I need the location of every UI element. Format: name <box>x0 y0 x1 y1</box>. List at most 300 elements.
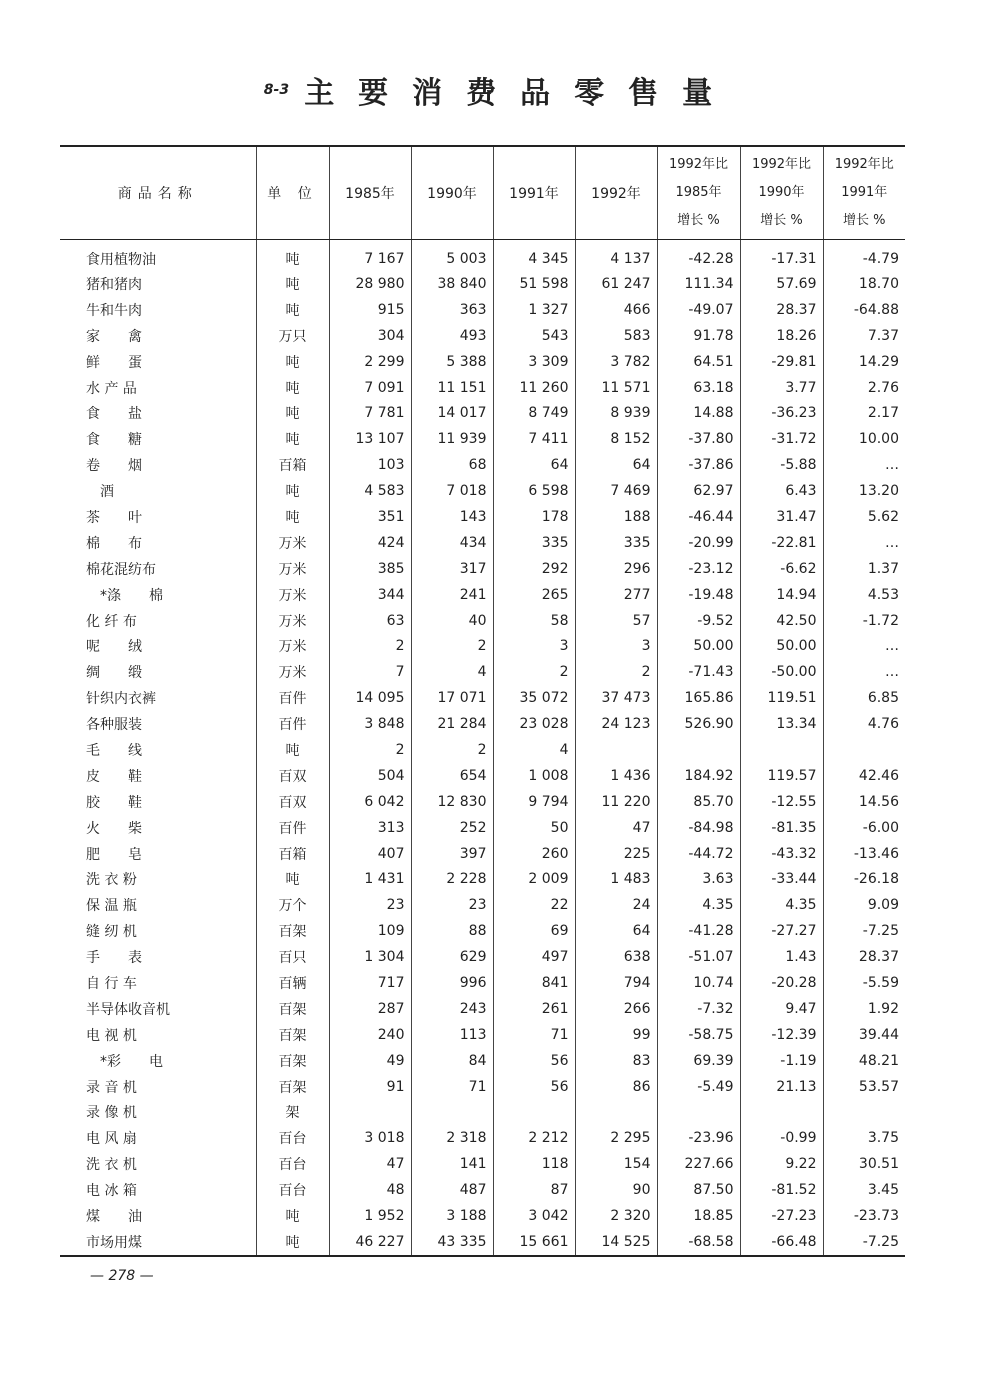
value-1990: 2 228 <box>411 866 493 892</box>
value-1985: 304 <box>329 323 411 349</box>
unit: 吨 <box>256 1203 329 1229</box>
growth-vs-1991: 13.20 <box>858 483 899 500</box>
growth-vs-1985: 50.00 <box>657 633 740 659</box>
growth-vs-1985: -68.58 <box>657 1229 740 1256</box>
value-1985: 1 304 <box>329 944 411 970</box>
growth-vs-1990 <box>740 1100 823 1126</box>
value-1990: 17 071 <box>411 685 493 711</box>
value-1992: 11 220 <box>575 789 657 815</box>
item-name: 食 盐 <box>60 400 256 426</box>
growth-vs-1985: -5.49 <box>657 1074 740 1100</box>
growth-vs-1991: -7.25 <box>823 1229 905 1256</box>
page-number: — 278 — <box>90 1268 154 1284</box>
value-1991: 9 794 <box>493 789 575 815</box>
header-unit: 单 位 <box>256 146 329 240</box>
value-1990: 141 <box>411 1151 493 1177</box>
growth-vs-1985: -37.80 <box>657 426 740 452</box>
unit: 万米 <box>256 633 329 659</box>
table-row <box>60 582 905 608</box>
item-name: 洗 衣 机 <box>60 1151 256 1177</box>
item-name: 缝 纫 机 <box>60 918 256 944</box>
table-row <box>60 1151 905 1177</box>
value-1990: 38 840 <box>411 271 493 297</box>
value-1991: 497 <box>493 944 575 970</box>
value-1992: 8 939 <box>575 400 657 426</box>
value-1992: 583 <box>575 323 657 349</box>
value-1985: 91 <box>329 1074 411 1100</box>
item-name: 电 视 机 <box>60 1022 256 1048</box>
value-1991: 178 <box>493 504 575 530</box>
value-1992: 64 <box>575 452 657 478</box>
value-1992: 99 <box>575 1022 657 1048</box>
value-1985: 717 <box>329 970 411 996</box>
growth-vs-1990: -81.35 <box>740 815 823 841</box>
value-1990: 493 <box>411 323 493 349</box>
unit: 百台 <box>256 1177 329 1203</box>
unit: 百架 <box>256 1074 329 1100</box>
growth-vs-1991: 1.37 <box>867 560 899 577</box>
value-1991: 2 009 <box>493 866 575 892</box>
growth-vs-1991: 48.21 <box>858 1052 899 1069</box>
value-1991: 50 <box>493 815 575 841</box>
item-name: 食用植物油 <box>60 240 256 272</box>
growth-vs-1985: 62.97 <box>657 478 740 504</box>
header-growth-1990-line2: 1990年 <box>758 185 805 200</box>
growth-vs-1990: 50.00 <box>740 633 823 659</box>
growth-vs-1991: 18.70 <box>858 275 899 292</box>
value-1990: 40 <box>411 608 493 634</box>
item-name: 卷 烟 <box>60 452 256 478</box>
growth-vs-1985: 64.51 <box>657 349 740 375</box>
value-1991: 15 661 <box>493 1229 575 1256</box>
table-row <box>60 426 905 452</box>
growth-vs-1990: 18.26 <box>740 323 823 349</box>
growth-vs-1991: … <box>885 457 899 474</box>
item-name: 棉 布 <box>60 530 256 556</box>
table-row <box>60 375 905 401</box>
value-1985: 344 <box>329 582 411 608</box>
growth-vs-1990: -27.23 <box>740 1203 823 1229</box>
item-name: 火 柴 <box>60 815 256 841</box>
table-row <box>60 1177 905 1203</box>
value-1992: 188 <box>575 504 657 530</box>
header-growth-1990-line3: 增长 % <box>760 213 803 228</box>
value-1991: 64 <box>493 452 575 478</box>
value-1985: 915 <box>329 297 411 323</box>
table-row <box>60 530 905 556</box>
value-1991: 841 <box>493 970 575 996</box>
unit: 百架 <box>256 1022 329 1048</box>
unit: 百台 <box>256 1151 329 1177</box>
value-1991: 35 072 <box>493 685 575 711</box>
table-row <box>60 504 905 530</box>
table-row <box>60 763 905 789</box>
value-1991: 56 <box>493 1048 575 1074</box>
unit: 百箱 <box>256 841 329 867</box>
unit: 万个 <box>256 892 329 918</box>
growth-vs-1991: -13.46 <box>853 845 899 862</box>
growth-vs-1990: -29.81 <box>740 349 823 375</box>
header-1992: 1992年 <box>575 146 657 240</box>
value-1990: 4 <box>411 659 493 685</box>
growth-vs-1990: 6.43 <box>740 478 823 504</box>
item-name: 肥 皂 <box>60 841 256 867</box>
value-1990: 363 <box>411 297 493 323</box>
growth-vs-1990: 42.50 <box>740 608 823 634</box>
value-1992: 266 <box>575 996 657 1022</box>
header-1985: 1985年 <box>329 146 411 240</box>
growth-vs-1985: -7.32 <box>657 996 740 1022</box>
value-1992: 2 295 <box>575 1125 657 1151</box>
item-name: 鲜 蛋 <box>60 349 256 375</box>
item-name: 保 温 瓶 <box>60 892 256 918</box>
value-1992 <box>575 737 657 763</box>
value-1985: 6 042 <box>329 789 411 815</box>
growth-vs-1990: 119.57 <box>740 763 823 789</box>
growth-vs-1991: 28.37 <box>858 949 899 966</box>
item-name: *涤 棉 <box>60 582 256 608</box>
growth-vs-1990: -66.48 <box>740 1229 823 1256</box>
header-growth-1985-line3: 增长 % <box>677 213 720 228</box>
growth-vs-1991: 14.56 <box>858 793 899 810</box>
unit: 吨 <box>256 349 329 375</box>
value-1991: 335 <box>493 530 575 556</box>
table-row <box>60 841 905 867</box>
value-1991: 3 042 <box>493 1203 575 1229</box>
growth-vs-1990: 21.13 <box>740 1074 823 1100</box>
value-1990: 71 <box>411 1074 493 1100</box>
value-1992: 466 <box>575 297 657 323</box>
unit: 吨 <box>256 1229 329 1256</box>
unit: 百台 <box>256 1125 329 1151</box>
item-name: 牛和牛肉 <box>60 297 256 323</box>
growth-vs-1985: 10.74 <box>657 970 740 996</box>
value-1985: 7 781 <box>329 400 411 426</box>
value-1992: 57 <box>575 608 657 634</box>
value-1985: 23 <box>329 892 411 918</box>
growth-vs-1985: -71.43 <box>657 659 740 685</box>
table-row <box>60 1125 905 1151</box>
item-name: *彩 电 <box>60 1048 256 1074</box>
unit: 百件 <box>256 685 329 711</box>
value-1990: 241 <box>411 582 493 608</box>
value-1990: 68 <box>411 452 493 478</box>
value-1992: 83 <box>575 1048 657 1074</box>
table-body <box>60 240 905 1256</box>
growth-vs-1990: -12.55 <box>740 789 823 815</box>
growth-vs-1990: 31.47 <box>740 504 823 530</box>
value-1992: 1 436 <box>575 763 657 789</box>
value-1990: 252 <box>411 815 493 841</box>
growth-vs-1990: 1.43 <box>740 944 823 970</box>
growth-vs-1985: 526.90 <box>657 711 740 737</box>
value-1991: 58 <box>493 608 575 634</box>
value-1991: 292 <box>493 556 575 582</box>
table-row <box>60 478 905 504</box>
value-1991: 11 260 <box>493 375 575 401</box>
header-growth-1991-line3: 增长 % <box>843 213 886 228</box>
value-1992: 14 525 <box>575 1229 657 1256</box>
value-1992: 638 <box>575 944 657 970</box>
value-1985: 2 299 <box>329 349 411 375</box>
value-1992: 296 <box>575 556 657 582</box>
header-name: 商品名称 <box>60 146 256 240</box>
growth-vs-1991: 7.37 <box>867 327 899 344</box>
growth-vs-1990: -81.52 <box>740 1177 823 1203</box>
value-1992: 3 <box>575 633 657 659</box>
growth-vs-1985: -84.98 <box>657 815 740 841</box>
unit: 百件 <box>256 815 329 841</box>
table-row <box>60 789 905 815</box>
header-row <box>60 146 905 240</box>
growth-vs-1990: 9.47 <box>740 996 823 1022</box>
unit: 吨 <box>256 478 329 504</box>
unit: 吨 <box>256 504 329 530</box>
growth-vs-1990: -0.99 <box>740 1125 823 1151</box>
growth-vs-1990: 14.94 <box>740 582 823 608</box>
growth-vs-1990: 4.35 <box>740 892 823 918</box>
growth-vs-1990: -12.39 <box>740 1022 823 1048</box>
growth-vs-1991: 3.45 <box>867 1182 899 1199</box>
growth-vs-1991: 4.53 <box>867 586 899 603</box>
growth-vs-1991: 9.09 <box>867 897 899 914</box>
growth-vs-1985: -44.72 <box>657 841 740 867</box>
growth-vs-1985: -51.07 <box>657 944 740 970</box>
unit: 吨 <box>256 297 329 323</box>
growth-vs-1985: 63.18 <box>657 375 740 401</box>
table-row <box>60 1022 905 1048</box>
value-1985 <box>329 1100 411 1126</box>
growth-vs-1990: -5.88 <box>740 452 823 478</box>
value-1990: 21 284 <box>411 711 493 737</box>
header-growth-1985-line1: 1992年比 <box>668 157 729 172</box>
value-1990: 7 018 <box>411 478 493 504</box>
value-1992: 1 483 <box>575 866 657 892</box>
item-name: 皮 鞋 <box>60 763 256 789</box>
value-1990: 317 <box>411 556 493 582</box>
value-1985: 313 <box>329 815 411 841</box>
growth-vs-1990: -31.72 <box>740 426 823 452</box>
growth-vs-1990: 28.37 <box>740 297 823 323</box>
value-1992: 2 <box>575 659 657 685</box>
unit: 万米 <box>256 608 329 634</box>
table-row <box>60 452 905 478</box>
growth-vs-1985: -41.28 <box>657 918 740 944</box>
unit: 吨 <box>256 426 329 452</box>
value-1991: 118 <box>493 1151 575 1177</box>
value-1990: 11 939 <box>411 426 493 452</box>
value-1991: 3 309 <box>493 349 575 375</box>
unit: 百架 <box>256 1048 329 1074</box>
value-1991: 543 <box>493 323 575 349</box>
table-row <box>60 349 905 375</box>
item-name: 煤 油 <box>60 1203 256 1229</box>
growth-vs-1991: 4.76 <box>867 716 899 733</box>
value-1991: 51 598 <box>493 271 575 297</box>
growth-vs-1991: 3.75 <box>867 1130 899 1147</box>
item-name: 呢 绒 <box>60 633 256 659</box>
growth-vs-1985: 165.86 <box>657 685 740 711</box>
unit: 万只 <box>256 323 329 349</box>
value-1992: 86 <box>575 1074 657 1100</box>
table-row <box>60 608 905 634</box>
value-1992: 47 <box>575 815 657 841</box>
table-row <box>60 944 905 970</box>
header-growth-1991-line1: 1992年比 <box>834 157 894 172</box>
item-name: 化 纤 布 <box>60 608 256 634</box>
item-name: 针织内衣裤 <box>60 685 256 711</box>
unit: 吨 <box>256 866 329 892</box>
growth-vs-1985: -23.96 <box>657 1125 740 1151</box>
growth-vs-1990: -17.31 <box>740 240 823 272</box>
table-row <box>60 271 905 297</box>
value-1992: 225 <box>575 841 657 867</box>
item-name: 食 糖 <box>60 426 256 452</box>
growth-vs-1991: -5.59 <box>862 974 899 991</box>
value-1985: 14 095 <box>329 685 411 711</box>
value-1992: 794 <box>575 970 657 996</box>
table-row <box>60 918 905 944</box>
growth-vs-1990: -43.32 <box>740 841 823 867</box>
table-row <box>60 323 905 349</box>
growth-vs-1985: 87.50 <box>657 1177 740 1203</box>
growth-vs-1985 <box>657 737 740 763</box>
unit: 百只 <box>256 944 329 970</box>
growth-vs-1991: … <box>885 664 899 681</box>
growth-vs-1991: 2.17 <box>867 405 899 422</box>
header-growth-1991-line2: 1991年 <box>841 185 888 200</box>
growth-vs-1985: -19.48 <box>657 582 740 608</box>
item-name: 市场用煤 <box>60 1229 256 1256</box>
value-1991: 87 <box>493 1177 575 1203</box>
header-growth-1991 <box>823 146 905 240</box>
header-1991: 1991年 <box>493 146 575 240</box>
unit: 吨 <box>256 737 329 763</box>
growth-vs-1990: -33.44 <box>740 866 823 892</box>
header-growth-1990 <box>740 146 823 240</box>
growth-vs-1990: 3.77 <box>740 375 823 401</box>
item-name: 水 产 品 <box>60 375 256 401</box>
growth-vs-1991: -7.25 <box>862 923 899 940</box>
growth-vs-1991: -1.72 <box>862 612 899 629</box>
value-1991: 7 411 <box>493 426 575 452</box>
item-name: 电 冰 箱 <box>60 1177 256 1203</box>
growth-vs-1990: -6.62 <box>740 556 823 582</box>
item-name: 各种服装 <box>60 711 256 737</box>
value-1992: 335 <box>575 530 657 556</box>
growth-vs-1991: 10.00 <box>858 431 899 448</box>
value-1991: 260 <box>493 841 575 867</box>
value-1992: 8 152 <box>575 426 657 452</box>
table-row <box>60 633 905 659</box>
value-1992: 90 <box>575 1177 657 1203</box>
growth-vs-1990: -36.23 <box>740 400 823 426</box>
growth-vs-1991: 53.57 <box>858 1078 899 1095</box>
growth-vs-1985: -37.86 <box>657 452 740 478</box>
value-1990: 2 318 <box>411 1125 493 1151</box>
growth-vs-1990: -20.28 <box>740 970 823 996</box>
growth-vs-1985: -46.44 <box>657 504 740 530</box>
value-1990: 487 <box>411 1177 493 1203</box>
item-name: 半导体收音机 <box>60 996 256 1022</box>
value-1991: 8 749 <box>493 400 575 426</box>
value-1991: 71 <box>493 1022 575 1048</box>
unit: 吨 <box>256 240 329 272</box>
unit: 百架 <box>256 996 329 1022</box>
value-1990: 654 <box>411 763 493 789</box>
unit: 万米 <box>256 556 329 582</box>
unit: 百双 <box>256 789 329 815</box>
value-1990: 5 003 <box>411 240 493 272</box>
header-growth-1985-line2: 1985年 <box>675 185 722 200</box>
item-name: 录 音 机 <box>60 1074 256 1100</box>
value-1985: 1 431 <box>329 866 411 892</box>
growth-vs-1990: -27.27 <box>740 918 823 944</box>
value-1991: 4 <box>493 737 575 763</box>
item-name: 毛 线 <box>60 737 256 763</box>
growth-vs-1990: 13.34 <box>740 711 823 737</box>
table-row <box>60 400 905 426</box>
value-1985: 7 091 <box>329 375 411 401</box>
value-1985: 407 <box>329 841 411 867</box>
value-1992: 11 571 <box>575 375 657 401</box>
value-1991: 4 345 <box>493 240 575 272</box>
value-1992: 4 137 <box>575 240 657 272</box>
growth-vs-1991: -6.00 <box>862 819 899 836</box>
value-1990: 14 017 <box>411 400 493 426</box>
value-1985: 63 <box>329 608 411 634</box>
table-row <box>60 1203 905 1229</box>
value-1990: 43 335 <box>411 1229 493 1256</box>
table-row <box>60 685 905 711</box>
growth-vs-1985: 18.85 <box>657 1203 740 1229</box>
item-name: 录 像 机 <box>60 1100 256 1126</box>
value-1985: 3 018 <box>329 1125 411 1151</box>
unit: 架 <box>256 1100 329 1126</box>
growth-vs-1985: -23.12 <box>657 556 740 582</box>
value-1985: 7 <box>329 659 411 685</box>
value-1991: 6 598 <box>493 478 575 504</box>
value-1985: 46 227 <box>329 1229 411 1256</box>
value-1991: 22 <box>493 892 575 918</box>
value-1990: 11 151 <box>411 375 493 401</box>
table-row <box>60 297 905 323</box>
growth-vs-1990 <box>740 737 823 763</box>
unit: 百架 <box>256 918 329 944</box>
value-1985: 385 <box>329 556 411 582</box>
growth-vs-1985: 4.35 <box>657 892 740 918</box>
value-1992: 24 123 <box>575 711 657 737</box>
table-row <box>60 1048 905 1074</box>
value-1992: 7 469 <box>575 478 657 504</box>
value-1985: 7 167 <box>329 240 411 272</box>
value-1992: 154 <box>575 1151 657 1177</box>
item-name: 猪和猪肉 <box>60 271 256 297</box>
value-1992: 37 473 <box>575 685 657 711</box>
value-1985: 424 <box>329 530 411 556</box>
item-name: 自 行 车 <box>60 970 256 996</box>
value-1990: 84 <box>411 1048 493 1074</box>
value-1990: 88 <box>411 918 493 944</box>
growth-vs-1985: 3.63 <box>657 866 740 892</box>
value-1985: 2 <box>329 633 411 659</box>
growth-vs-1985: 85.70 <box>657 789 740 815</box>
header-1990: 1990年 <box>411 146 493 240</box>
item-name: 手 表 <box>60 944 256 970</box>
item-name: 酒 <box>60 478 256 504</box>
growth-vs-1985: -9.52 <box>657 608 740 634</box>
growth-vs-1990: 57.69 <box>740 271 823 297</box>
